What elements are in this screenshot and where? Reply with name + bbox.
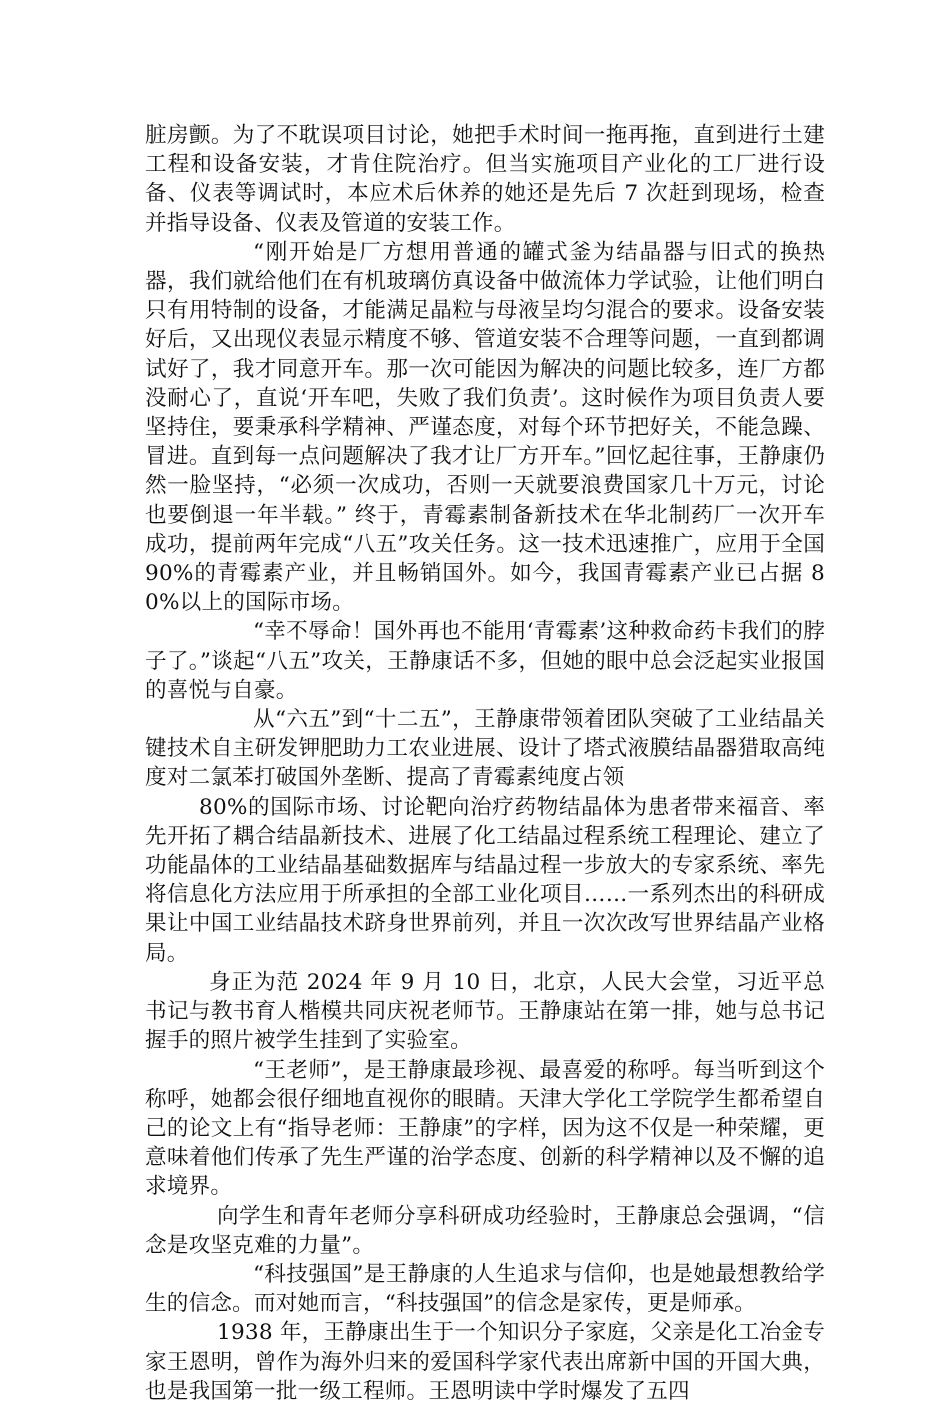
paragraph-4: 从“六五”到“十二五”，王静康带领着团队突破了工业结晶关键技术自主研发钾肥助力工农业进展、设计了塔式液膜结晶器猎取高纯度对二氯苯打破国外垄断、提高了青霉素纯度占领: [145, 707, 825, 791]
paragraph-7: “王老师”，是王静康最珍视、最喜爱的称呼。每当听到这个称呼，她都会很仔细地直视你的眼睛。天津大学化工学院学生都希望自己的论文上有“指导老师：王静康”的字样，因为这不仅是一种荣耀，更意味着他们传承了先生严谨的治学态度、创新的科学精神以及不懈的追求境界。: [145, 1057, 825, 1200]
paragraph-9: “科技强国”是王静康的人生追求与信仰，也是她最想教给学生的信念。而对她而言，“科技强国”的信念是家传，更是师承。: [145, 1261, 825, 1317]
paragraph-3: “幸不辱命！国外再也不能用‘青霉素’这种救命药卡我们的脖子了。”谈起“八五”攻关，王静康话不多，但她的眼中总会泛起实业报国的喜悦与自豪。: [145, 619, 825, 703]
document-body: [145, 121, 825, 1406]
paragraph-5: 80%的国际市场、讨论靶向治疗药物结晶体为患者带来福音、率先开拓了耦合结晶新技术、进展了化工结晶过程系统工程理论、建立了功能晶体的工业结晶基础数据库与结晶过程一步放大的专家系统、率先将信息化方法应用于所承担的全部工业化项目……一系列杰出的科研成果让中国工业结晶技术跻身世界前列，并且一次次改写世界结晶产业格局。: [145, 794, 825, 966]
paragraph-1: 脏房颤。为了不耽误项目讨论，她把手术时间一拖再拖，直到进行土建工程和设备安装，才肯住院治疗。但当实施项目产业化的工厂进行设备、仪表等调试时，本应术后休养的她还是先后 7 次赶到现场，检查并指导设备、仪表及管道的安装工作。: [145, 123, 825, 236]
paragraph-2: “刚开始是厂方想用普通的罐式釜为结晶器与旧式的换热器，我们就给他们在有机玻璃仿真设备中做流体力学试验，让他们明白只有用特制的设备，才能满足晶粒与母液呈均匀混合的要求。设备安装好后，又出现仪表显示精度不够、管道安装不合理等问题，一直到都调试好了，我才同意开车。那一次可能因为解决的问题比较多，连厂方都没耐心了，直说‘开车吧，失败了我们负责’。这时候作为项目负责人要坚持住，要秉承科学精神、严谨态度，对每个环节把好关，不能急躁、冒进。直到每一点问题解决了我才让厂方开车。”回忆起往事，王静康仍然一脸坚持，“必须一次成功，否则一天就要浪费国家几十万元，讨论也要倒退一年半载。” 终于，青霉素制备新技术在华北制药厂一次开车成功，提前两年完成“八五”攻关任务。这一技术迅速推广，应用于全国 90%的青霉素产业，并且畅销国外。如今，我国青霉素产业已占据 80%以上的国际市场。: [145, 239, 825, 616]
paragraph-6: 身正为范 2024 年 9 月 10 日，北京，人民大会堂，习近平总书记与教书育人楷模共同庆祝老师节。王静康站在第一排，她与总书记握手的照片被学生挂到了实验室。: [145, 969, 825, 1054]
paragraph-10: 1938 年，王静康出生于一个知识分子家庭，父亲是化工冶金专家王恩明，曾作为海外归来的爱国科学家代表出席新中国的开国大典，也是我国第一批一级工程师。王恩明读中学时爆发了五四: [145, 1320, 825, 1404]
paragraph-8: 向学生和青年老师分享科研成功经验时，王静康总会强调，“信念是攻坚克难的力量”。: [145, 1203, 825, 1258]
